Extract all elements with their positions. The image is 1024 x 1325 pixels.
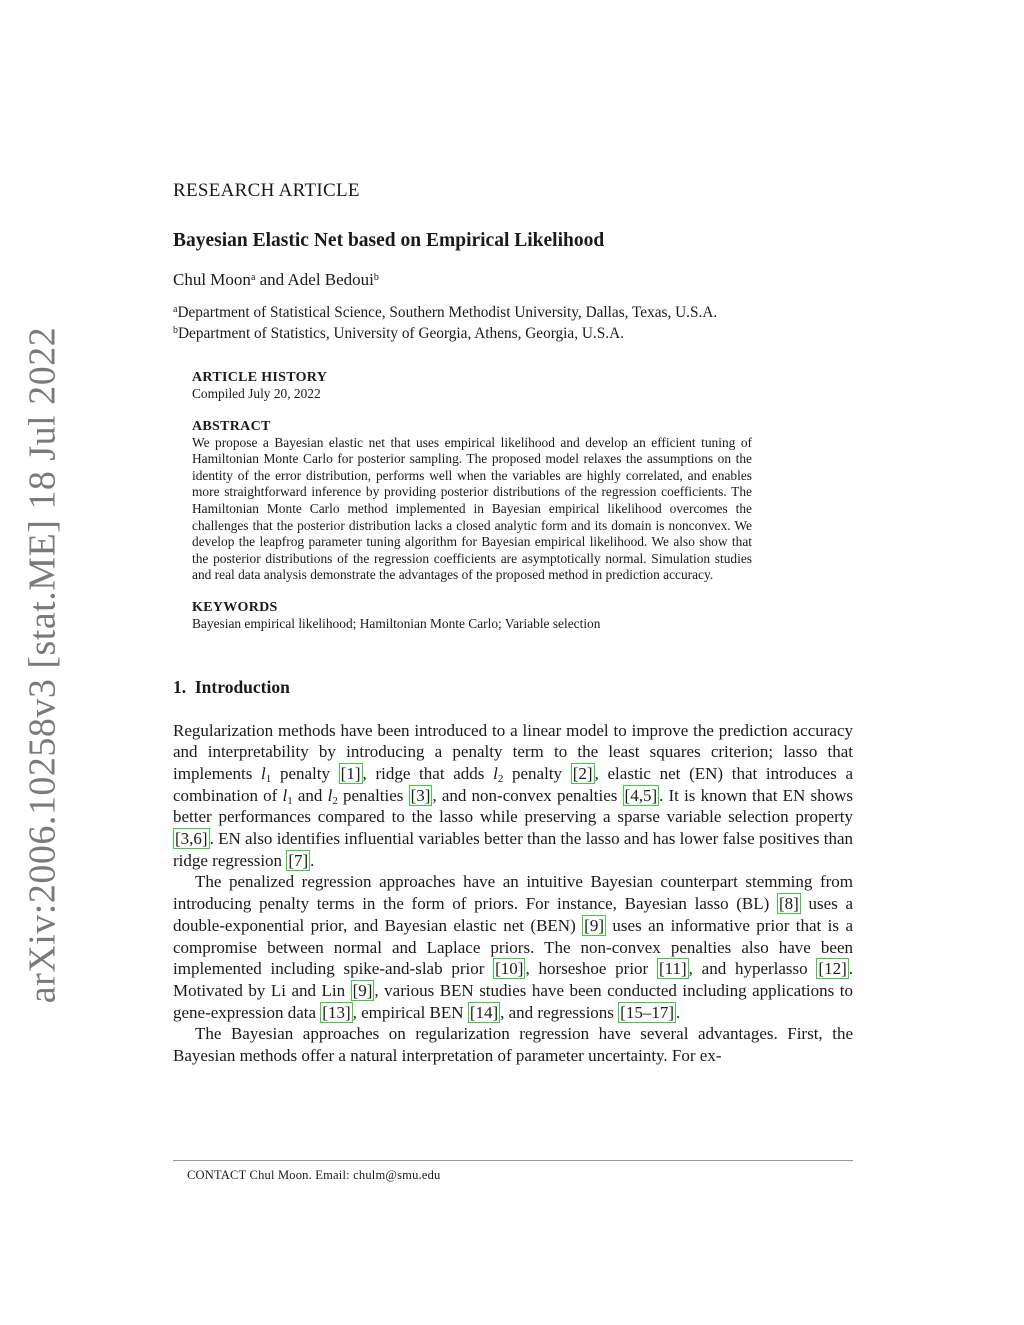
affiliation: $^b$Department of Statistics, University of Georgia, Athens, Georgia, U.S.A. — [173, 325, 624, 342]
article-type-label: RESEARCH ARTICLE — [173, 180, 360, 201]
citation-link[interactable]: [10] — [495, 959, 524, 979]
citation-link[interactable]: [4,5] — [624, 785, 658, 805]
citation-link[interactable]: [2] — [572, 763, 593, 783]
keywords — [192, 600, 752, 633]
arxiv-stamp: arXiv:2006.10258v3 [stat.ME] 18 Jul 2022 — [21, 326, 64, 1004]
affiliation-mark: b — [373, 272, 379, 283]
citation-link[interactable]: [3] — [410, 785, 431, 805]
abstract — [192, 419, 752, 584]
citation-link[interactable]: [9] — [584, 915, 604, 935]
abstract-heading: ABSTRACT — [192, 418, 271, 434]
footnote-rule — [173, 1160, 853, 1161]
author-line: Chul Moon$^a$ and Adel Bedoui$^b$ — [173, 270, 379, 289]
abstract-text: We propose a Bayesian elastic net that uses empirical likelihood and develop an efficient tuning of Hamiltonian Monte Carlo for posterior sampling. The proposed model relaxes the assumptions on the identity of the error distribution, performs well when the variables are highly correlated, and enables more straightforward inference by providing posterior distributions of the regression coefficients. The Hamiltonian Monte Carlo method implemented in Bayesian empirical likelihood overcomes the challenges that the posterior distribution lacks a closed analytic form and its domain is nonconvex. We develop the leapfrog parameter tuning algorithm for Bayesian empirical likelihood. We also show that the posterior distributions of the regression coefficients are asymptotically normal. Simulation studies and real data analysis demonstrate the advantages of the proposed method in prediction accuracy. — [192, 434, 752, 583]
citation-link[interactable]: [14] — [469, 1002, 499, 1022]
citation-link[interactable]: [7] — [288, 850, 309, 870]
author-name: Adel Bedoui — [287, 270, 374, 289]
citation-link[interactable]: [3,6] — [175, 829, 208, 849]
affiliations — [173, 302, 853, 344]
paper-page — [173, 180, 853, 1067]
paper-title: Bayesian Elastic Net based on Empirical Likelihood — [173, 230, 605, 251]
history-text: Compiled July 20, 2022 — [192, 386, 321, 401]
author-name: Chul Moon — [173, 270, 251, 289]
keywords-text: Bayesian empirical likelihood; Hamiltonian Monte Carlo; Variable selection — [192, 615, 601, 631]
history-heading: ARTICLE HISTORY — [192, 370, 328, 385]
citation-link[interactable]: [15–17] — [620, 1002, 674, 1022]
citation-link[interactable]: [9] — [352, 980, 373, 1000]
section-heading: 1. Introduction — [173, 676, 290, 697]
affiliation: $^a$Department of Statistical Science, Southern Methodist University, Dallas, Texas, U.S.A. — [173, 304, 718, 321]
paragraph: Regularization methods have been introduced to a linear model to improve the prediction accuracy and interpretability by introducing a penalty term to the least squares criterion; lasso that implements $l_1$ penalty [1] , ridge that adds $l_2$ penalty [2] , elastic net (EN) that introduces a combination of $l_1$ and $l_2$ penalties [3] , and non-convex penalties [4,5] . It is known that EN shows better performances compared to the lasso while preserving a sparse variable selection property [3,6] . EN also identifies influential variables better than the lasso and has lower false positives than ridge regression [7] . — [173, 720, 853, 870]
contact-footnote: CONTACT Chul Moon. Email: chulm@smu.edu — [187, 1168, 441, 1182]
paragraph: The penalized regression approaches have an intuitive Bayesian counterpart stemming from introducing penalty terms in the form of priors. For instance, Bayesian lasso (BL) [8] uses a double-exponential prior, and Bayesian elastic net (BEN) [9] uses an informative prior that is a compromise between normal and Laplace priors. The non-convex penalties also have been implemented including spike-and-slab prior [10] , horseshoe prior [11] , and hyperlasso [12] . Motivated by Li and Lin [9] , various BEN studies have been conducted including applications to gene-expression data [13] , empirical BEN [14] , and regressions [15–17] . — [173, 872, 854, 1022]
citation-link[interactable]: [13] — [322, 1002, 351, 1022]
paragraph: The Bayesian approaches on regularization regression have several advantages. First, the Bayesian methods offer a natural interpretation of parameter uncertainty. For ex- — [173, 1024, 853, 1066]
citation-link[interactable]: [1] — [340, 763, 361, 783]
keywords-heading: KEYWORDS — [192, 599, 278, 615]
citation-link[interactable]: [8] — [779, 894, 799, 914]
affiliation-mark: a — [250, 272, 256, 283]
citation-link[interactable]: [11] — [658, 959, 687, 979]
citation-link[interactable]: [12] — [818, 959, 847, 979]
article-history — [192, 370, 752, 403]
